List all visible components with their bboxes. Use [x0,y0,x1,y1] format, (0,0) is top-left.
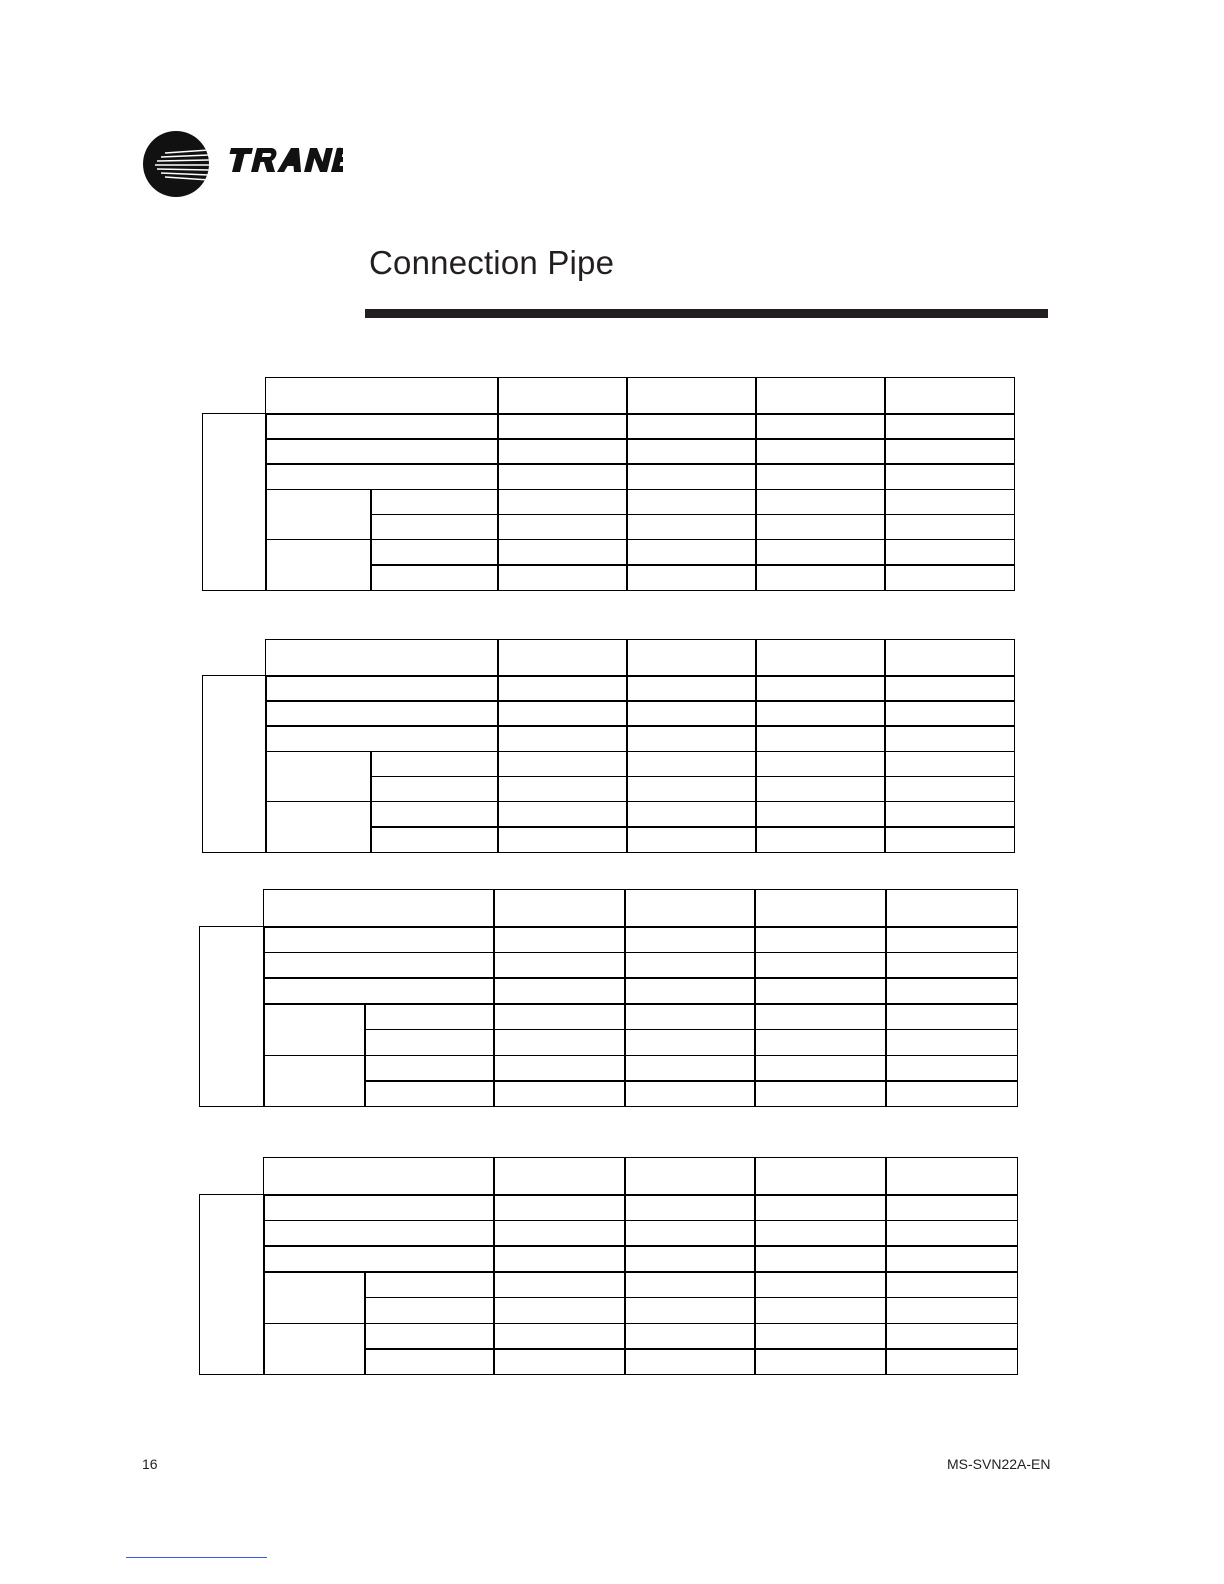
table-data-cell [624,977,756,1004]
table-data-cell [884,413,1015,440]
table-data-cell [626,413,757,440]
table-header-cell [884,639,1015,677]
table-data-cell [624,1297,756,1324]
table-data-cell [754,1220,887,1247]
table-data-cell [497,675,628,702]
table-header-cell [885,889,1018,928]
table-data-cell [755,700,886,727]
table-row-label-cell [265,700,499,727]
table-data-cell [497,564,628,591]
table-data-cell [755,463,886,490]
page-number: 16 [142,1456,158,1472]
table-data-cell [626,700,757,727]
table-data-cell [884,438,1015,465]
table-data-cell [493,1055,626,1082]
table-header-cell [755,639,886,677]
table-row-label-cell [263,1245,495,1272]
table-subgroup-cell [263,1003,366,1056]
table-data-cell [755,725,886,752]
table-data-cell [626,438,757,465]
table-row-label-cell [265,675,499,702]
table-sub-label-cell [370,751,499,778]
table-header-cell [754,889,887,928]
table-data-cell [885,1194,1018,1221]
table-header-cell [884,377,1015,415]
table-data-cell [885,1297,1018,1324]
table-data-cell [624,1194,756,1221]
table-data-cell [624,1348,756,1375]
table-data-cell [497,489,628,516]
table-data-cell [754,1297,887,1324]
table-data-cell [755,826,886,853]
table-data-cell [884,776,1015,803]
table-data-cell [624,1271,756,1298]
table-data-cell [754,1029,887,1056]
table-sub-label-cell [370,826,499,853]
table-data-cell [624,1029,756,1056]
table-row-label-cell [265,413,499,440]
table-data-cell [755,751,886,778]
table-data-cell [885,1271,1018,1298]
table-data-cell [497,776,628,803]
table-data-cell [497,801,628,828]
table-data-cell [626,489,757,516]
table-row-label-cell [263,1194,495,1221]
table-data-cell [754,1348,887,1375]
table-data-cell [493,1245,626,1272]
table-data-cell [624,952,756,979]
footer-link-underline [126,1557,267,1558]
table-data-cell [754,1271,887,1298]
table-data-cell [754,952,887,979]
table-data-cell [755,675,886,702]
table-sub-label-cell [370,776,499,803]
table-data-cell [885,1055,1018,1082]
table-data-cell [754,1003,887,1030]
table-sub-label-cell [370,564,499,591]
table-header-cell [754,1157,887,1196]
table-data-cell [885,1080,1018,1107]
table-data-cell [755,776,886,803]
table-data-cell [497,438,628,465]
table-group-cell [199,1194,265,1375]
table-subgroup-cell [263,1323,366,1376]
table-data-cell [884,826,1015,853]
document-code: MS-SVN22A-EN [947,1456,1051,1472]
table-header-label-cell [263,1157,495,1196]
table-data-cell [497,463,628,490]
table-data-cell [626,751,757,778]
table-subgroup-cell [265,801,372,853]
table-header-cell [755,377,886,415]
table-sub-label-cell [370,539,499,566]
table-data-cell [885,926,1018,953]
table-data-cell [497,826,628,853]
table-row-label-cell [265,438,499,465]
table-data-cell [626,776,757,803]
table-sub-label-cell [364,1348,495,1375]
table-data-cell [493,952,626,979]
table-subgroup-cell [265,489,372,541]
table-data-cell [624,1245,756,1272]
title-rule [365,309,1048,318]
table-data-cell [493,1194,626,1221]
table-data-cell [754,1323,887,1350]
svg-text:®: ® [336,147,343,155]
table-subgroup-cell [263,1055,366,1108]
table-data-cell [493,1297,626,1324]
trane-logo-graphic [143,131,343,197]
table-group-cell [202,675,267,853]
table-data-cell [754,1055,887,1082]
table-header-cell [624,889,756,928]
table-data-cell [884,489,1015,516]
table-header-cell [626,377,757,415]
table-header-cell [493,1157,626,1196]
table-data-cell [624,1003,756,1030]
table-data-cell [885,1323,1018,1350]
table-sub-label-cell [364,1003,495,1030]
table-sub-label-cell [370,801,499,828]
table-data-cell [885,1003,1018,1030]
table-header-cell [493,889,626,928]
table-data-cell [497,539,628,566]
table-group-cell [202,413,267,591]
table-data-cell [493,1003,626,1030]
table-data-cell [493,926,626,953]
table-row-label-cell [263,1220,495,1247]
table-data-cell [624,1055,756,1082]
table-data-cell [497,751,628,778]
table-data-cell [755,489,886,516]
table-data-cell [884,700,1015,727]
table-row-label-cell [265,463,499,490]
table-row-label-cell [263,952,495,979]
table-data-cell [626,725,757,752]
table-data-cell [885,1245,1018,1272]
table-data-cell [755,438,886,465]
table-sub-label-cell [364,1323,495,1350]
table-header-cell [497,377,628,415]
table-header-label-cell [265,639,499,677]
table-data-cell [884,463,1015,490]
table-data-cell [493,1323,626,1350]
table-data-cell [493,977,626,1004]
table-data-cell [493,1080,626,1107]
table-data-cell [497,725,628,752]
table-data-cell [626,826,757,853]
table-data-cell [754,1245,887,1272]
table-data-cell [624,1080,756,1107]
table-data-cell [624,926,756,953]
table-data-cell [884,514,1015,541]
table-subgroup-cell [263,1271,366,1324]
table-header-cell [624,1157,756,1196]
table-data-cell [626,801,757,828]
table-data-cell [493,1220,626,1247]
table-sub-label-cell [364,1029,495,1056]
table-data-cell [493,1271,626,1298]
table-data-cell [884,564,1015,591]
table-data-cell [885,1220,1018,1247]
table-data-cell [884,801,1015,828]
table-header-cell [626,639,757,677]
table-data-cell [884,751,1015,778]
page-title: Connection Pipe [369,244,615,281]
table-row-label-cell [263,977,495,1004]
table-data-cell [626,514,757,541]
table-header-cell [885,1157,1018,1196]
table-sub-label-cell [364,1080,495,1107]
table-data-cell [754,977,887,1004]
table-header-cell [497,639,628,677]
table-data-cell [755,539,886,566]
table-data-cell [493,1029,626,1056]
table-data-cell [884,725,1015,752]
table-data-cell [885,977,1018,1004]
table-row-label-cell [265,725,499,752]
table-data-cell [626,539,757,566]
table-data-cell [755,801,886,828]
table-sub-label-cell [364,1055,495,1082]
table-sub-label-cell [370,514,499,541]
table-header-label-cell [263,889,495,928]
table-subgroup-cell [265,539,372,591]
table-data-cell [755,514,886,541]
table-data-cell [626,675,757,702]
table-data-cell [885,1029,1018,1056]
table-data-cell [754,1080,887,1107]
table-sub-label-cell [370,489,499,516]
table-data-cell [755,413,886,440]
table-data-cell [626,463,757,490]
table-data-cell [885,1348,1018,1375]
table-data-cell [497,514,628,541]
table-subgroup-cell [265,751,372,803]
table-row-label-cell [263,926,495,953]
trane-logo [143,131,343,197]
table-data-cell [885,952,1018,979]
table-data-cell [497,413,628,440]
table-sub-label-cell [364,1271,495,1298]
table-data-cell [754,1194,887,1221]
table-group-cell [199,926,265,1107]
table-data-cell [884,539,1015,566]
table-data-cell [497,700,628,727]
table-data-cell [754,926,887,953]
table-data-cell [493,1348,626,1375]
table-data-cell [755,564,886,591]
table-data-cell [624,1323,756,1350]
table-data-cell [884,675,1015,702]
table-data-cell [626,564,757,591]
table-header-label-cell [265,377,499,415]
table-data-cell [624,1220,756,1247]
table-sub-label-cell [364,1297,495,1324]
